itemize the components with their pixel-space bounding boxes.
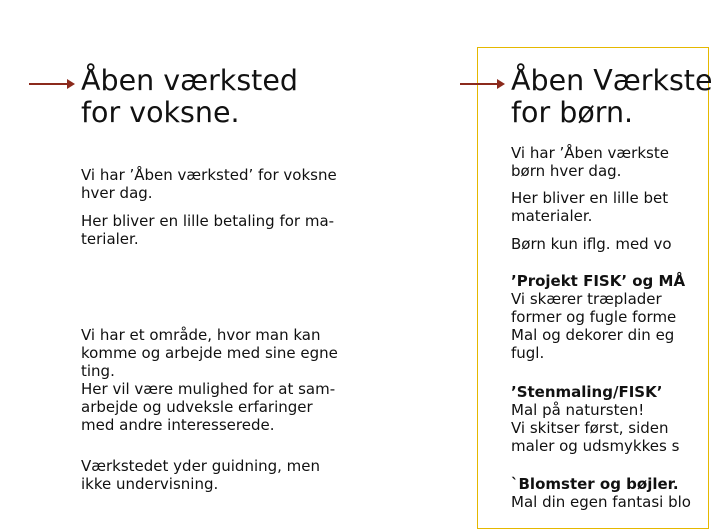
page-title-children: Åben Værkste for børn.	[511, 64, 713, 129]
payment-text-children: Her bliver en lille bet materialer.	[511, 189, 669, 225]
area-text-adults: Vi har et område, hvor man kan komme og arbejde med sine egne ting. Her vil være mulighed for at sam- arbejde og udveksle erfaringer med andre interesserede.	[81, 326, 338, 434]
project-fisk-heading: ’Projekt FISK’ og MÅ	[511, 272, 686, 290]
project-fisk: ’Projekt FISK’ og MÅ Vi skærer træplader former og fugle forme Mal og dekorer din eg fugl.	[511, 272, 686, 362]
project-blomster: `Blomster og bøjler. Mal din egen fantasi blo	[511, 475, 691, 511]
payment-text-adults: Her bliver en lille betaling for ma- terialer.	[81, 212, 335, 248]
intro-text-adults: Vi har ’Åben værksted’ for voksne hver dag.	[81, 166, 337, 202]
page-title-adults: Åben værksted for voksne.	[81, 64, 298, 129]
project-stenmaling: ’Stenmaling/FISK’ Mal på natursten! Vi skitser først, siden maler og udsmykkes s	[511, 383, 680, 455]
title-arrow-right	[460, 83, 503, 85]
title-arrow-left	[29, 83, 73, 85]
intro-text-children: Vi har ’Åben værkste børn hver dag.	[511, 144, 669, 180]
project-blomster-heading: `Blomster og bøjler.	[511, 475, 679, 493]
guidance-text-adults: Værkstedet yder guidning, men ikke undervisning.	[81, 457, 321, 493]
project-stenmaling-heading: ’Stenmaling/FISK’	[511, 383, 663, 401]
accompany-text: Børn kun iflg. med vo	[511, 235, 672, 253]
